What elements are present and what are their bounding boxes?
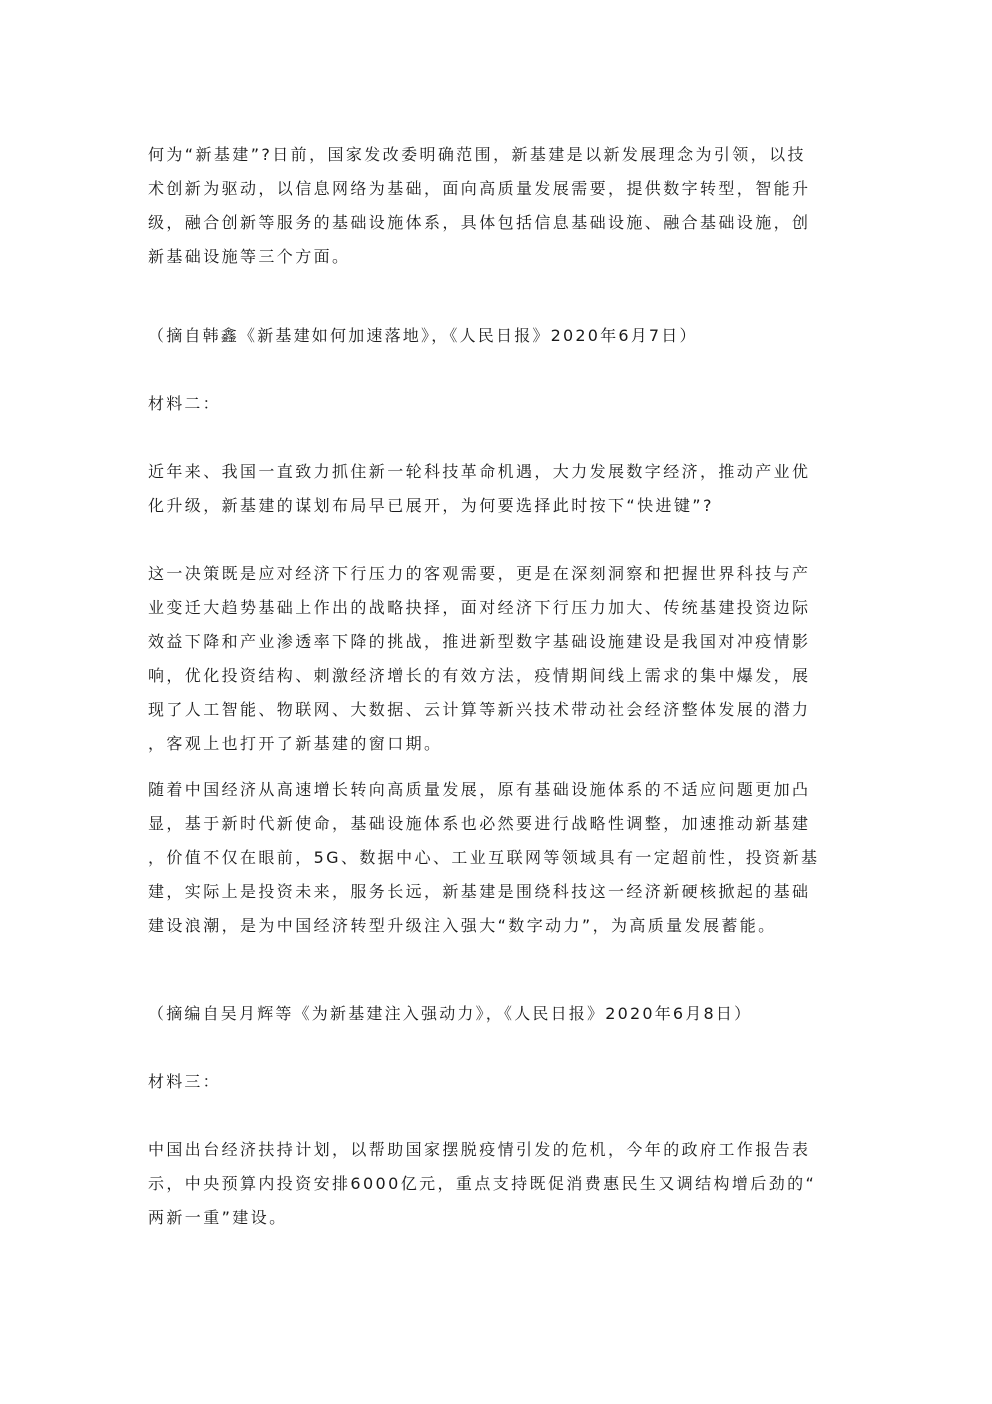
text-line: 示，中央预算内投资安排6000亿元，重点支持既促消费惠民生又调结构增后劲的“ xyxy=(148,1174,817,1193)
source-citation-1: （摘自韩鑫《新基建如何加速落地》，《人民日报》2020年6月7日） xyxy=(148,326,698,345)
text-line: ，客观上也打开了新基建的窗口期。 xyxy=(148,734,443,753)
text-line: 随着中国经济从高速增长转向高质量发展，原有基础设施体系的不适应问题更加凸 xyxy=(148,780,811,799)
text-line: 何为“新基建”?日前，国家发改委明确范围，新基建是以新发展理念为引领，以技 xyxy=(148,145,806,164)
material-2-heading: 材料二： xyxy=(148,394,221,413)
text-line: 业变迁大趋势基础上作出的战略抉择，面对经济下行压力加大、传统基建投资边际 xyxy=(148,598,811,617)
text-line: 建，实际上是投资未来，服务长远，新基建是围绕科技这一经济新硬核掀起的基础 xyxy=(148,882,811,901)
text-line: 显，基于新时代新使命，基础设施体系也必然要进行战略性调整，加速推动新基建 xyxy=(148,814,811,833)
text-line: 这一决策既是应对经济下行压力的客观需要，更是在深刻洞察和把握世界科技与产 xyxy=(148,564,811,583)
text-line: 中国出台经济扶持计划，以帮助国家摆脱疫情引发的危机，今年的政府工作报告表 xyxy=(148,1140,811,1159)
text-line: ，价值不仅在眼前，5G、数据中心、工业互联网等领域具有一定超前性，投资新基 xyxy=(148,848,820,867)
text-line: 新基础设施等三个方面。 xyxy=(148,247,351,266)
material-3-heading: 材料三： xyxy=(148,1072,221,1091)
text-line: 建设浪潮，是为中国经济转型升级注入强大“数字动力”，为高质量发展蓄能。 xyxy=(148,916,777,935)
text-line: 术创新为驱动，以信息网络为基础，面向高质量发展需要，提供数字转型，智能升 xyxy=(148,179,811,198)
paragraph-material-2-intro xyxy=(148,455,848,523)
source-citation-2: （摘编自吴月辉等《为新基建注入强动力》，《人民日报》2020年6月8日） xyxy=(148,1004,753,1023)
text-line: 响，优化投资结构、刺激经济增长的有效方法，疫情期间线上需求的集中爆发，展 xyxy=(148,666,811,685)
text-line: 级，融合创新等服务的基础设施体系，具体包括信息基础设施、融合基础设施，创 xyxy=(148,213,811,232)
text-line: 两新一重”建设。 xyxy=(148,1208,288,1227)
text-line: 近年来、我国一直致力抓住新一轮科技革命机遇，大力发展数字经济，推动产业优 xyxy=(148,462,811,481)
text-line: 化升级，新基建的谋划布局早已展开，为何要选择此时按下“快进键”? xyxy=(148,496,714,515)
text-line: 效益下降和产业渗透率下降的挑战，推进新型数字基础设施建设是我国对冲疫情影 xyxy=(148,632,811,651)
paragraph-definition xyxy=(148,138,848,274)
paragraph-material-2-development xyxy=(148,773,848,943)
text-line: 现了人工智能、物联网、大数据、云计算等新兴技术带动社会经济整体发展的潜力 xyxy=(148,700,811,719)
paragraph-material-2-analysis xyxy=(148,557,848,761)
paragraph-material-3 xyxy=(148,1133,848,1235)
